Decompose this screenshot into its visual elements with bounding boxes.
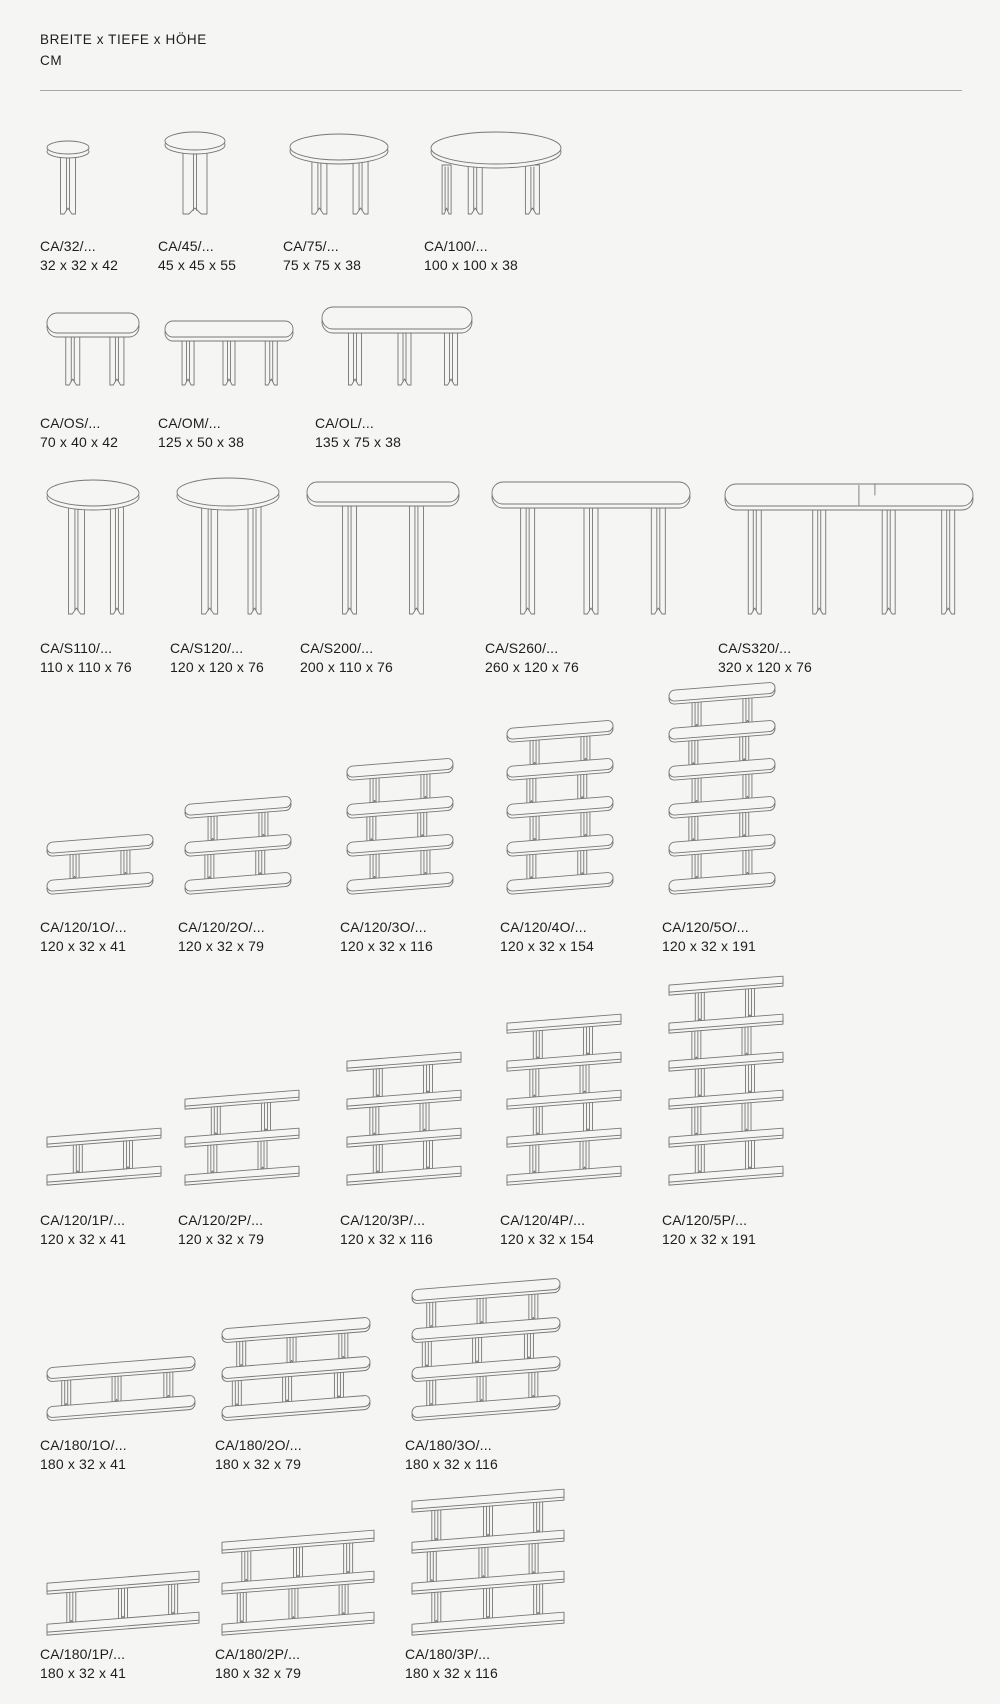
product-figure xyxy=(405,1485,573,1637)
product-drawing xyxy=(405,1276,569,1422)
product-code: CA/120/5O/... xyxy=(662,919,749,935)
product-code: CA/120/1P/... xyxy=(40,1212,126,1228)
product-item xyxy=(40,1270,215,1473)
product-code: CA/OL/... xyxy=(315,415,374,431)
product-dimensions: 320 x 120 x 76 xyxy=(718,658,812,675)
product-figure xyxy=(718,469,982,615)
product-item xyxy=(315,298,481,451)
product-code: CA/100/... xyxy=(424,238,488,254)
product-item xyxy=(215,1270,405,1473)
product-item xyxy=(662,676,784,955)
product-drawing xyxy=(500,1012,630,1187)
product-dimensions: 120 x 32 x 41 xyxy=(40,1230,127,1247)
product-figure xyxy=(315,298,481,386)
row-round-side-tables xyxy=(40,115,962,274)
product-code: CA/180/2O/... xyxy=(215,1437,302,1453)
product-code: CA/120/3O/... xyxy=(340,919,427,935)
product-figure xyxy=(485,469,718,615)
product-code: CA/180/3O/... xyxy=(405,1437,492,1453)
product-item xyxy=(662,969,792,1248)
product-item xyxy=(40,676,178,955)
product-item xyxy=(40,469,170,676)
row-shelves-120-oval xyxy=(40,676,962,955)
product-figure xyxy=(283,115,424,215)
product-drawing xyxy=(215,1528,383,1637)
product-drawing xyxy=(40,832,162,896)
product-figure xyxy=(405,1270,569,1422)
page-header xyxy=(40,0,962,68)
product-dimensions: 120 x 32 x 154 xyxy=(500,1230,594,1247)
row-shelves-120-plank xyxy=(40,969,962,1248)
product-dimensions: 125 x 50 x 38 xyxy=(158,433,245,450)
page-title: BREITE x TIEFE x HÖHE xyxy=(40,32,207,47)
product-drawing xyxy=(662,974,792,1187)
product-code: CA/S320/... xyxy=(718,640,792,656)
product-item xyxy=(405,1270,569,1473)
product-code: CA/S200/... xyxy=(300,640,374,656)
product-drawing xyxy=(170,476,288,615)
product-figure xyxy=(662,969,792,1187)
product-item xyxy=(158,298,315,451)
product-code: CA/120/5P/... xyxy=(662,1212,748,1228)
row-dining-tables xyxy=(40,469,962,676)
product-code: CA/120/2O/... xyxy=(178,919,265,935)
product-figure xyxy=(215,1270,405,1422)
product-drawing xyxy=(662,680,784,896)
product-drawing xyxy=(340,1050,470,1187)
product-code: CA/120/4P/... xyxy=(500,1212,586,1228)
product-figure xyxy=(300,469,485,615)
product-item xyxy=(40,298,158,451)
product-drawing xyxy=(40,311,148,386)
product-code: CA/S110/... xyxy=(40,640,113,656)
product-code: CA/75/... xyxy=(283,238,339,254)
product-item xyxy=(40,115,158,274)
product-drawing xyxy=(424,130,570,215)
product-code: CA/180/3P/... xyxy=(405,1646,491,1662)
product-figure xyxy=(178,676,340,896)
product-drawing xyxy=(178,1088,308,1187)
product-figure xyxy=(340,969,500,1187)
product-code: CA/120/2P/... xyxy=(178,1212,264,1228)
product-dimensions: 120 x 32 x 116 xyxy=(340,1230,433,1247)
product-drawing xyxy=(40,478,148,615)
product-drawing xyxy=(40,1354,204,1422)
product-item xyxy=(718,469,982,676)
product-item xyxy=(283,115,424,274)
product-figure xyxy=(40,115,158,215)
product-drawing xyxy=(300,480,468,615)
product-figure xyxy=(662,676,784,896)
product-drawing xyxy=(340,756,462,896)
product-drawing xyxy=(40,1126,170,1187)
product-dimensions: 120 x 32 x 191 xyxy=(662,1230,756,1247)
product-item xyxy=(178,969,340,1248)
product-drawing xyxy=(315,305,481,386)
product-figure xyxy=(40,1485,215,1637)
product-dimensions: 120 x 32 x 79 xyxy=(178,937,265,954)
row-shelves-180-plank xyxy=(40,1485,962,1682)
product-dimensions: 135 x 75 x 38 xyxy=(315,433,402,450)
product-dimensions: 100 x 100 x 38 xyxy=(424,256,518,273)
product-figure xyxy=(178,969,340,1187)
product-code: CA/180/1P/... xyxy=(40,1646,126,1662)
row-oval-coffee-tables xyxy=(40,298,962,451)
product-dimensions: 180 x 32 x 116 xyxy=(405,1664,498,1681)
product-code: CA/180/1O/... xyxy=(40,1437,127,1453)
product-dimensions: 180 x 32 x 41 xyxy=(40,1664,127,1681)
product-figure xyxy=(215,1485,405,1637)
product-dimensions: 180 x 32 x 41 xyxy=(40,1455,127,1472)
product-figure xyxy=(340,676,500,896)
product-item xyxy=(178,676,340,955)
product-drawing xyxy=(158,130,234,215)
product-drawing xyxy=(405,1487,573,1637)
header-divider xyxy=(40,90,962,91)
product-item xyxy=(500,676,662,955)
product-item xyxy=(424,115,570,274)
product-figure xyxy=(158,298,315,386)
product-figure xyxy=(40,469,170,615)
product-item xyxy=(170,469,300,676)
product-dimensions: 200 x 110 x 76 xyxy=(300,658,393,675)
product-dimensions: 70 x 40 x 42 xyxy=(40,433,119,450)
product-item xyxy=(40,1485,215,1682)
product-dimensions: 120 x 32 x 154 xyxy=(500,937,594,954)
product-figure xyxy=(40,676,178,896)
product-dimensions: 180 x 32 x 116 xyxy=(405,1455,498,1472)
product-figure xyxy=(158,115,283,215)
product-item xyxy=(40,969,178,1248)
product-dimensions: 180 x 32 x 79 xyxy=(215,1664,302,1681)
product-item xyxy=(340,676,500,955)
product-item xyxy=(500,969,662,1248)
product-code: CA/120/1O/... xyxy=(40,919,127,935)
product-code: CA/180/2P/... xyxy=(215,1646,301,1662)
product-item xyxy=(215,1485,405,1682)
product-figure xyxy=(500,676,662,896)
product-figure xyxy=(40,969,178,1187)
product-drawing xyxy=(500,718,622,896)
product-dimensions: 32 x 32 x 42 xyxy=(40,256,119,273)
product-code: CA/S120/... xyxy=(170,640,244,656)
product-drawing xyxy=(485,480,699,615)
product-code: CA/45/... xyxy=(158,238,214,254)
product-drawing xyxy=(40,139,98,215)
product-dimensions: 180 x 32 x 79 xyxy=(215,1455,302,1472)
product-drawing xyxy=(718,482,982,615)
product-dimensions: 120 x 32 x 191 xyxy=(662,937,756,954)
product-drawing xyxy=(178,794,300,896)
product-dimensions: 120 x 120 x 76 xyxy=(170,658,264,675)
product-drawing xyxy=(215,1315,379,1422)
product-code: CA/OM/... xyxy=(158,415,221,431)
product-item xyxy=(300,469,485,676)
product-dimensions: 120 x 32 x 116 xyxy=(340,937,433,954)
product-figure xyxy=(424,115,570,215)
product-drawing xyxy=(40,1569,208,1637)
product-dimensions: 120 x 32 x 79 xyxy=(178,1230,265,1247)
product-code: CA/S260/... xyxy=(485,640,559,656)
product-figure xyxy=(40,298,158,386)
product-figure xyxy=(500,969,662,1187)
unit-label: CM xyxy=(40,53,63,68)
product-dimensions: 260 x 120 x 76 xyxy=(485,658,579,675)
product-drawing xyxy=(283,132,397,215)
product-dimensions: 45 x 45 x 55 xyxy=(158,256,237,273)
product-item xyxy=(405,1485,573,1682)
product-item xyxy=(485,469,718,676)
product-item xyxy=(340,969,500,1248)
product-figure xyxy=(40,1270,215,1422)
product-code: CA/120/4O/... xyxy=(500,919,587,935)
product-drawing xyxy=(158,319,302,386)
product-dimensions: 110 x 110 x 76 xyxy=(40,658,132,675)
product-code: CA/OS/... xyxy=(40,415,101,431)
product-dimensions: 75 x 75 x 38 xyxy=(283,256,362,273)
row-shelves-180-oval xyxy=(40,1270,962,1473)
product-code: CA/32/... xyxy=(40,238,96,254)
product-dimensions: 120 x 32 x 41 xyxy=(40,937,127,954)
product-item xyxy=(158,115,283,274)
product-figure xyxy=(170,469,300,615)
product-code: CA/120/3P/... xyxy=(340,1212,426,1228)
